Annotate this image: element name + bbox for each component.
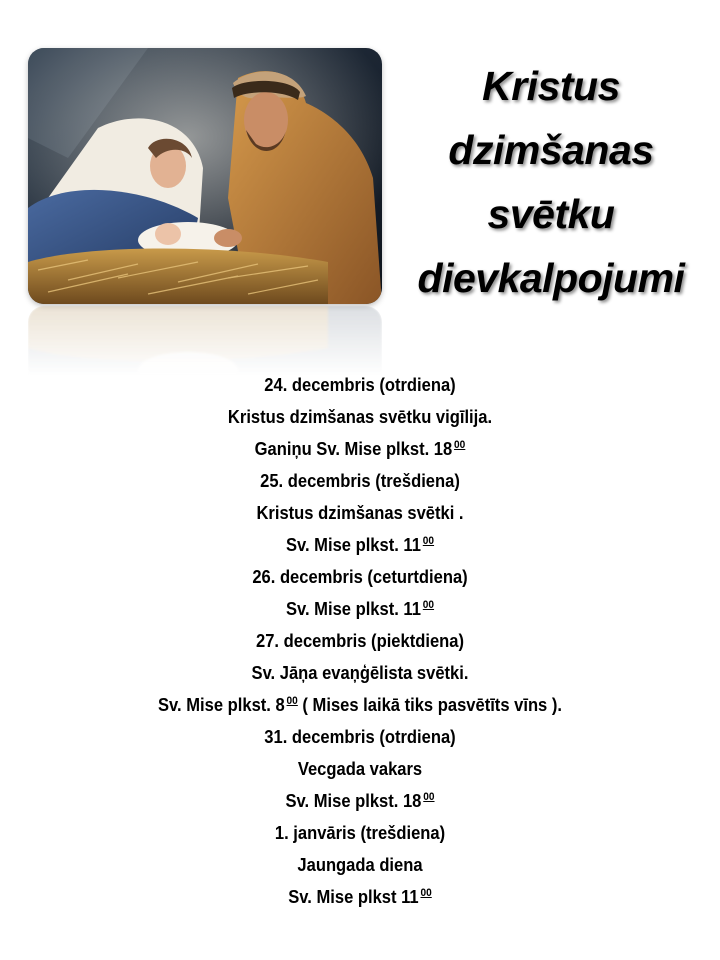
date-heading: 24. decembris (otrdiena) [264,375,456,395]
date-heading: 25. decembris (trešdiena) [260,471,460,491]
schedule-line [29,820,691,852]
date-heading: 1. janvāris (trešdiena) [274,823,446,843]
mass-time: Sv. Mise plkst 11 [288,887,419,907]
mass-time: Ganiņu Sv. Mise plkst. 18 [254,439,453,459]
schedule-line [29,404,691,436]
time-minutes: 00 [454,439,466,451]
mass-note: ( Mises laikā tiks pasvētīts vīns ). [297,695,562,715]
schedule-line [29,628,691,660]
mass-time: Sv. Mise plkst. 8 [158,695,285,715]
schedule-line [29,660,691,692]
schedule-line [29,500,691,532]
title-line-3: svētku [487,191,615,237]
feast-name: Kristus dzimšanas svētki . [256,503,464,523]
schedule-line [29,596,691,628]
schedule-line [29,468,691,500]
feast-name: Sv. Jāņa evaņģēlista svētki. [251,663,469,683]
date-heading: 26. decembris (ceturtdiena) [252,567,468,587]
feast-name: Jaungada diena [297,855,423,875]
time-minutes: 00 [286,695,298,707]
image-reflection [28,306,382,376]
time-minutes: 00 [422,535,435,547]
time-minutes: 00 [423,791,435,803]
schedule-line [29,788,691,820]
schedule-line [29,564,691,596]
nativity-photo [28,48,382,304]
service-schedule [29,372,691,916]
schedule-line [29,724,691,756]
schedule-line [29,692,691,724]
page-title [392,54,710,310]
mass-time: Sv. Mise plkst. 11 [285,599,421,619]
schedule-line [29,852,691,884]
title-line-2: dzimšanas [448,127,654,173]
time-minutes: 00 [422,599,435,611]
schedule-line [29,372,691,404]
schedule-line [29,532,691,564]
schedule-line [29,884,691,916]
nativity-image [28,48,382,304]
feast-name: Kristus dzimšanas svētku vigīlija. [227,407,493,427]
schedule-line [29,436,691,468]
time-minutes: 00 [420,887,432,899]
nativity-illustration [28,48,382,304]
date-heading: 31. decembris (otrdiena) [264,727,456,747]
date-heading: 27. decembris (piektdiena) [255,631,465,651]
mass-time: Sv. Mise plkst. 18 [285,791,422,811]
feast-name: Vecgada vakars [297,759,423,779]
title-line-1: Kristus [482,63,620,109]
reflection-illustration [28,306,382,376]
schedule-line [29,756,691,788]
title-line-4: dievkalpojumi [417,255,685,301]
mass-time: Sv. Mise plkst. 11 [285,535,421,555]
